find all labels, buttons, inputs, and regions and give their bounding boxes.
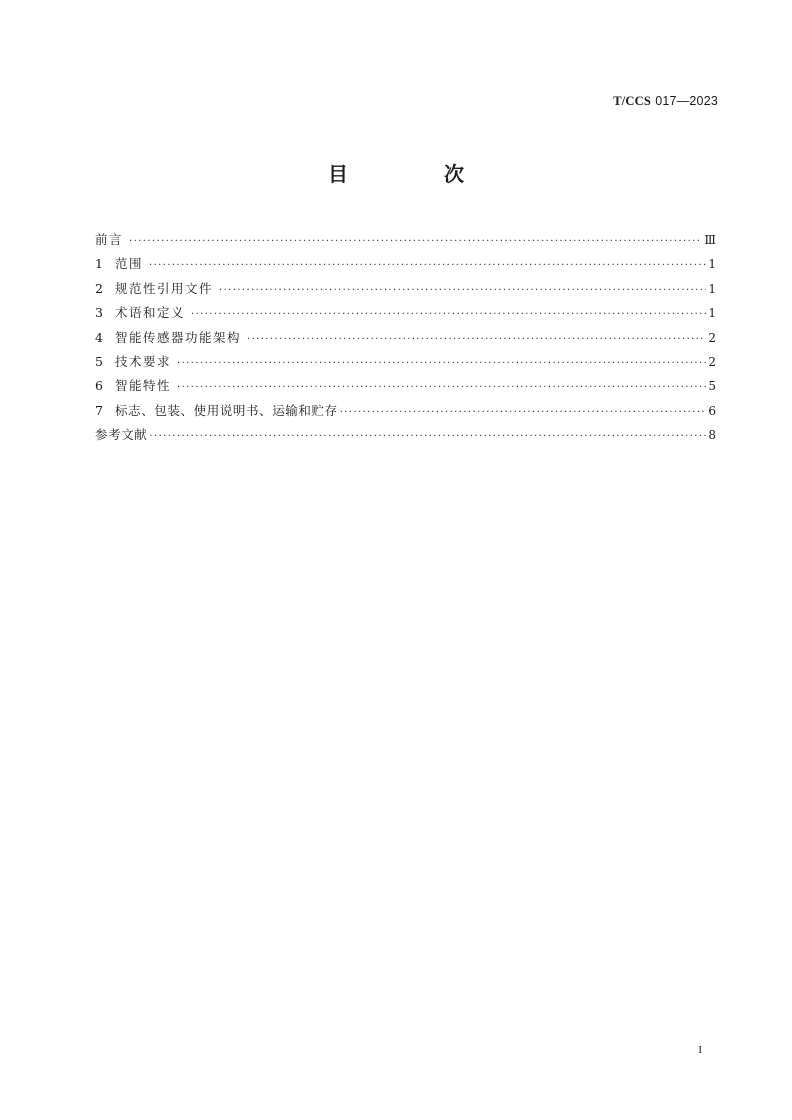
toc-entry-foreword[interactable] [95, 228, 716, 252]
toc-heading: 目 次 [328, 162, 502, 186]
toc-entry-technical-requirements[interactable] [95, 350, 716, 374]
toc-entry-title: 参考文献 [95, 427, 148, 443]
table-of-contents [95, 228, 716, 448]
toc-entry-normative-references[interactable] [95, 277, 716, 301]
toc-entry-title: 前言 [95, 232, 124, 247]
document-code [613, 93, 718, 109]
toc-leader-dots [129, 230, 702, 254]
toc-entry-title: 标志、包装、使用说明书、运输和贮存 [115, 402, 338, 418]
toc-entry-page: 5 [708, 379, 716, 394]
page-number: I [698, 1044, 702, 1056]
toc-entry-page: 2 [708, 354, 716, 369]
toc-entry-title: 规范性引用文件 [115, 280, 214, 296]
toc-entry-title: 智能特性 [115, 378, 172, 394]
document-code-prefix: T/CCS [613, 94, 652, 108]
toc-leader-dots [247, 328, 706, 352]
toc-leader-dots [177, 352, 706, 376]
toc-entry-page: 1 [708, 257, 716, 272]
toc-entry-title: 智能传感器功能架构 [115, 329, 242, 345]
toc-entry-bibliography[interactable] [95, 423, 716, 447]
toc-entry-page: 2 [708, 330, 716, 345]
toc-entry-page: 1 [708, 306, 716, 321]
toc-leader-dots [149, 425, 706, 449]
toc-entry-number: 1 [95, 256, 103, 272]
toc-entry-sensor-architecture[interactable] [95, 326, 716, 350]
document-code-number: 017—2023 [655, 94, 718, 108]
toc-entry-title: 术语和定义 [115, 305, 186, 321]
toc-entry-title: 技术要求 [115, 353, 172, 369]
toc-entry-page: 1 [708, 281, 716, 296]
toc-entry-page: 6 [708, 403, 716, 418]
toc-leader-dots [149, 254, 706, 278]
toc-entry-page: Ⅲ [704, 233, 716, 247]
toc-entry-marking-packaging[interactable] [95, 399, 716, 423]
toc-entry-number: 7 [95, 402, 103, 418]
toc-entry-scope[interactable] [95, 252, 716, 276]
toc-entry-number: 6 [95, 378, 103, 394]
toc-leader-dots [340, 401, 707, 425]
toc-leader-dots [191, 303, 706, 327]
toc-leader-dots [177, 376, 706, 400]
toc-entry-number: 3 [95, 305, 103, 321]
toc-entry-terms-definitions[interactable] [95, 301, 716, 325]
toc-entry-number: 2 [95, 280, 103, 296]
toc-entry-intelligent-features[interactable] [95, 374, 716, 398]
toc-entry-number: 5 [95, 353, 103, 369]
toc-entry-title: 范围 [115, 256, 144, 272]
toc-entry-number: 4 [95, 329, 103, 345]
toc-leader-dots [219, 279, 706, 303]
toc-entry-page: 8 [708, 428, 716, 443]
